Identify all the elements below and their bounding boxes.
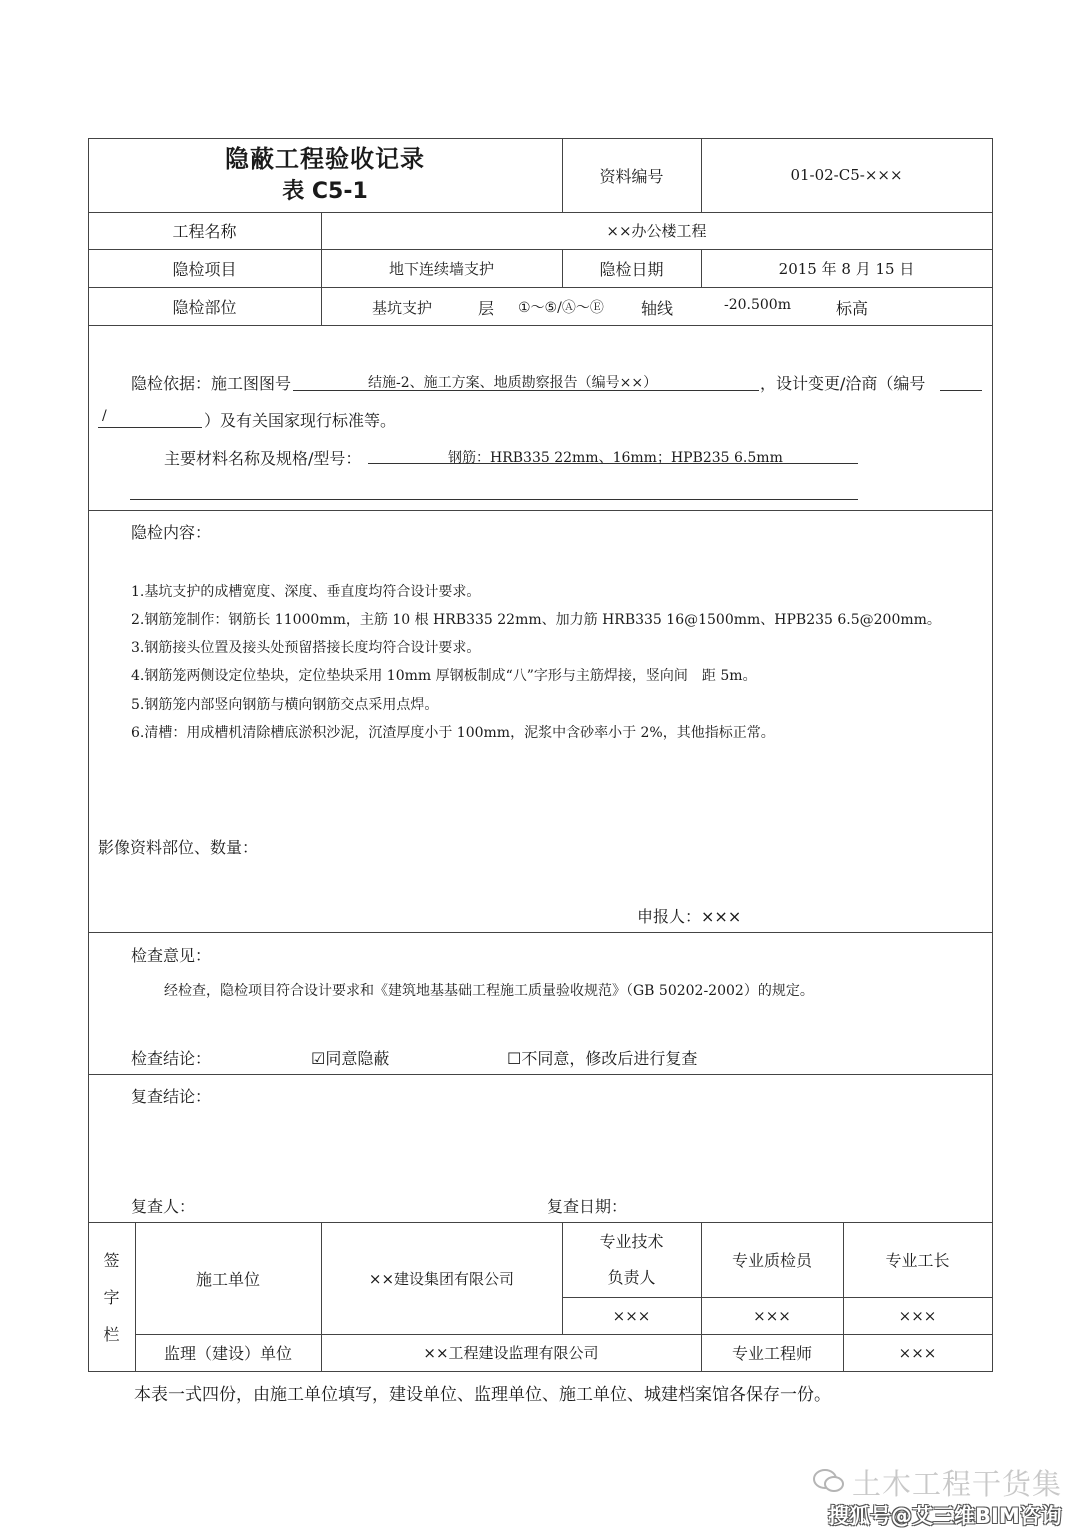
recheck-conclusion-label: 复查结论： [131,1087,212,1106]
supervision-unit-label: 监理（建设）单位 [163,1344,292,1363]
engineer-name: ××× [898,1343,937,1362]
axis-value: ①～⑤/Ⓐ～Ⓔ [518,300,604,316]
form-table-number: 表 C5-1 [282,179,368,204]
date-label: 隐检日期 [599,259,664,279]
tech-head-name: ××× [612,1306,651,1325]
basis-prefix: 隐检依据：施工图图号 [131,374,292,393]
content-item: 5.钢筋笼内部竖向钢筋与横向钢筋交点采用点焊。 [131,697,439,713]
signature-column-label [88,1222,135,1371]
content-item: 1.基坑支护的成槽宽度、深度、垂直度均符合设计要求。 [131,584,481,600]
sign-char: 栏 [103,1325,120,1344]
basis-suffix: ）及有关国家现行标准等。 [204,411,397,430]
axis-label: 轴线 [641,299,674,318]
foreman-label: 专业工长 [885,1251,950,1270]
date-value: 2015 年 8 月 15 日 [778,259,915,278]
recheck-person-label: 复查人： [131,1197,196,1216]
content-item: 3.钢筋接头位置及接头处预留搭接长度均符合设计要求。 [131,640,481,656]
blank-underline [130,499,858,500]
sign-char: 签 [103,1251,120,1270]
tech-head-label [562,1222,701,1297]
qc-label: 专业质检员 [731,1251,812,1270]
project-name-label: 工程名称 [172,222,237,241]
form-title: 隐蔽工程验收记录 [225,145,425,173]
foreman-name: ××× [898,1306,937,1325]
elevation-value: -20.500m [724,297,791,313]
watermark-line2: 搜狐号@艾三维BIM咨询 [828,1504,1062,1528]
disagree-checkbox: ☐不同意，修改后进行复查 [507,1049,698,1068]
agree-checkbox: ☑同意隐蔽 [311,1049,390,1068]
construction-unit-label: 施工单位 [195,1269,260,1289]
inspection-opinion-text: 经检查，隐检项目符合设计要求和《建筑地基基础工程施工质量验收规范》（GB 50202-2002）的规定。 [164,983,814,999]
image-data-label: 影像资料部位、数量： [98,838,259,857]
change-underline-2 [98,427,202,428]
item-label: 隐检项目 [172,259,237,279]
watermark-line1: 土木工程干货集 [852,1467,1063,1501]
material-value: 钢筋：HRB335 22mm、16mm；HPB235 6.5mm [448,450,783,466]
design-change-value: / [102,408,107,424]
change-underline-1 [940,390,982,391]
material-label: 主要材料名称及规格/型号： [164,449,362,468]
wechat-icon [812,1468,846,1494]
construction-unit-value: ××建设集团有限公司 [368,1269,515,1288]
content-label: 隐检内容： [131,523,212,542]
floor-label: 层 [478,299,495,318]
elevation-label: 标高 [836,299,869,318]
engineer-label: 专业工程师 [731,1344,812,1363]
doc-no-label: 资料编号 [599,166,664,186]
tech-head-line1: 专业技术 [599,1231,664,1251]
form-title-block [88,138,562,212]
content-item: 2.钢筋笼制作：钢筋长 11000mm，主筋 10 根 HRB335 22mm、加力筋 HRB335 16@1500mm、HPB235 6.5@200mm。 [131,612,941,628]
design-change-label: ，设计变更/洽商（编号 [760,374,926,393]
project-name-value: ××办公楼工程 [606,222,707,240]
footer-note: 本表一式四份，由施工单位填写，建设单位、监理单位、施工单位、城建档案馆各保存一份。 [134,1385,831,1405]
inspection-opinion-label: 检查意见： [131,946,212,965]
tech-head-line2: 负责人 [607,1267,656,1287]
inspection-conclusion-label: 检查结论： [131,1049,212,1068]
sign-char: 字 [103,1288,120,1307]
reporter: 申报人：××× [637,907,742,926]
qc-name: ××× [753,1306,791,1325]
content-item: 6.清槽：用成槽机清除槽底淤积沙泥，沉渣厚度小于 100mm，泥浆中含砂率小于 2%，其他指标正常。 [131,725,775,741]
drawing-value: 结施-2、施工方案、地质勘察报告（编号××） [368,375,658,391]
supervision-unit-value: ××工程建设监理有限公司 [423,1344,599,1362]
part-value: 基坑支护 [372,299,433,317]
item-value: 地下连续墙支护 [388,259,494,278]
doc-no-value: 01-02-C5-××× [790,166,903,184]
part-label: 隐检部位 [172,297,237,317]
content-item: 4.钢筋笼两侧设定位垫块，定位垫块采用 10mm 厚钢板制成“八”字形与主筋焊接，竖向间 距 5m。 [131,668,757,684]
recheck-date-label: 复查日期： [547,1197,628,1216]
